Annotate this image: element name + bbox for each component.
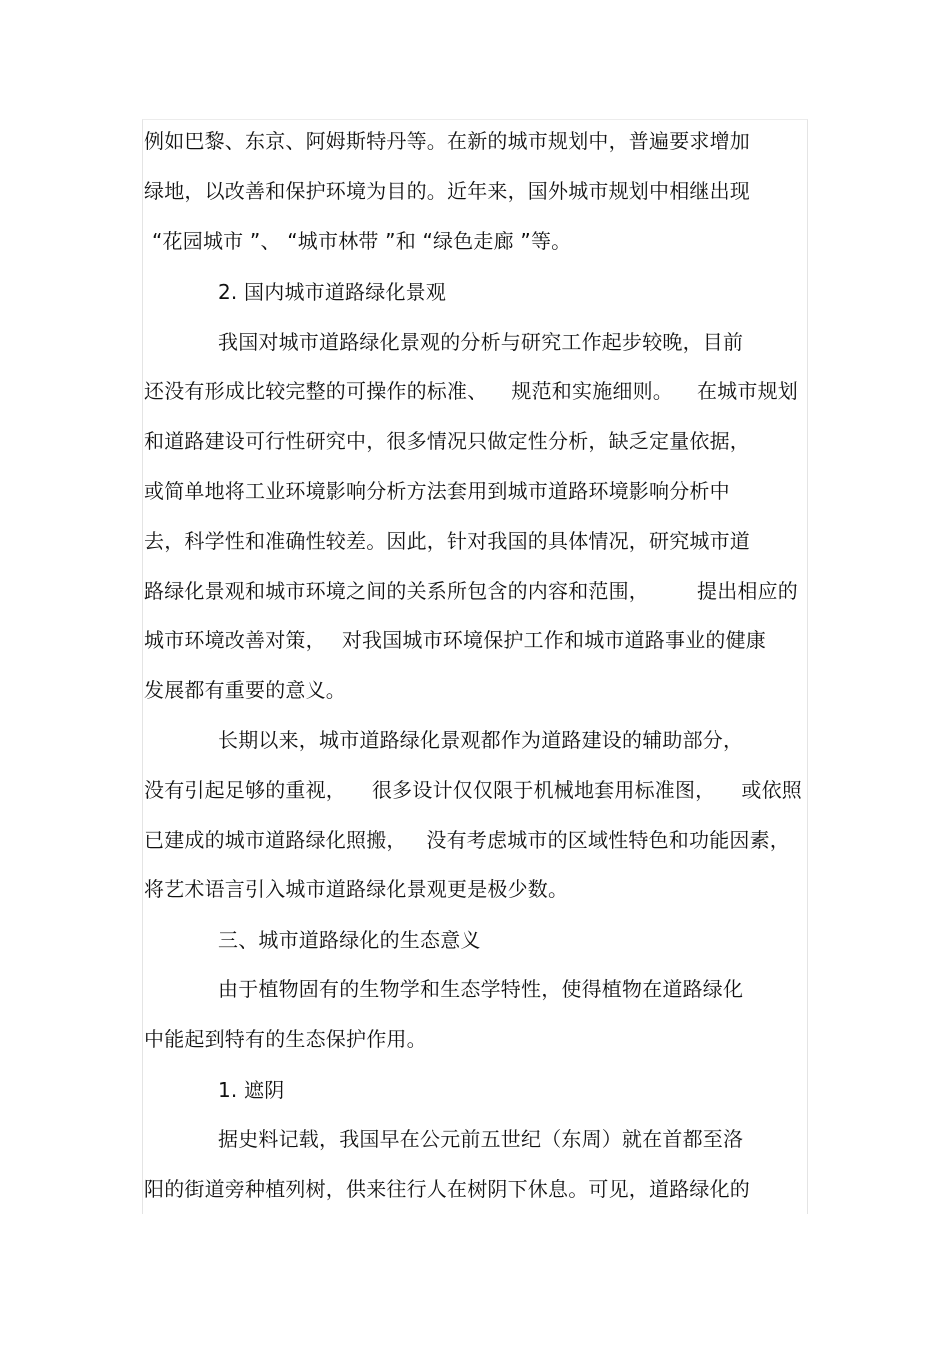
paragraph-line (144, 828, 790, 852)
section-heading: 三、城市道路绿化的生态意义 (218, 928, 481, 952)
paragraph-line: 据史料记载，我国早在公元前五世纪（东周）就在首都至洛 (218, 1127, 744, 1151)
line-segment: 规范和实施细则。 (511, 379, 673, 403)
paragraph-line: “花园城市 ”、 “城市林带 ”和 “绿色走廊 ”等。 (152, 229, 572, 253)
line-segment: 路绿化景观和城市环境之间的关系所包含的内容和范围， (144, 579, 649, 603)
line-segment: 很多设计仅仅限于机械地套用标准图， (371, 778, 716, 802)
line-segment: 城市环境改善对策， (144, 628, 326, 652)
paragraph-line: 将艺术语言引入城市道路绿化景观更是极少数。 (144, 877, 569, 901)
paragraph-line: 阳的街道旁种植列树，供来往行人在树阴下休息。可见，道路绿化的 (144, 1177, 750, 1201)
paragraph-line: 发展都有重要的意义。 (144, 678, 346, 702)
line-segment: 没有考虑城市的区域性特色和功能因素， (426, 828, 790, 852)
line-segment: 提出相应的 (697, 579, 798, 603)
paragraph-line (144, 778, 802, 802)
subsection-heading: 1. 遮阴 (218, 1078, 285, 1102)
line-segment: 或依照 (741, 778, 802, 802)
line-segment: 没有引起足够的重视， (144, 778, 346, 802)
paragraph-line: 由于植物固有的生物学和生态学特性，使得植物在道路绿化 (218, 977, 744, 1001)
line-segment: 在城市规划 (696, 379, 798, 403)
paragraph-line (144, 628, 766, 652)
paragraph-line: 绿地，以改善和保护环境为目的。近年来，国外城市规划中相继出现 (144, 179, 750, 203)
paragraph-line: 我国对城市道路绿化景观的分析与研究工作起步较晚，目前 (218, 330, 744, 354)
paragraph-line (144, 379, 798, 403)
paragraph-line: 去，科学性和准确性较差。因此，针对我国的具体情况，研究城市道 (144, 529, 750, 553)
paragraph-line (144, 579, 798, 603)
line-segment: 对我国城市环境保护工作和城市道路事业的健康 (341, 628, 767, 652)
paragraph-line: 中能起到特有的生态保护作用。 (144, 1027, 427, 1051)
paragraph-line: 和道路建设可行性研究中，很多情况只做定性分析，缺乏定量依据， (144, 429, 750, 453)
paragraph-line: 长期以来，城市道路绿化景观都作为道路建设的辅助部分， (218, 728, 744, 752)
line-segment: 已建成的城市道路绿化照搬， (144, 828, 407, 852)
paragraph-line: 或简单地将工业环境影响分析方法套用到城市道路环境影响分析中 (144, 479, 730, 503)
line-segment: 还没有形成比较完整的可操作的标准、 (144, 379, 488, 403)
section-heading: 2. 国内城市道路绿化景观 (218, 280, 447, 304)
paragraph-line: 例如巴黎、东京、阿姆斯特丹等。在新的城市规划中，普遍要求增加 (144, 129, 750, 153)
